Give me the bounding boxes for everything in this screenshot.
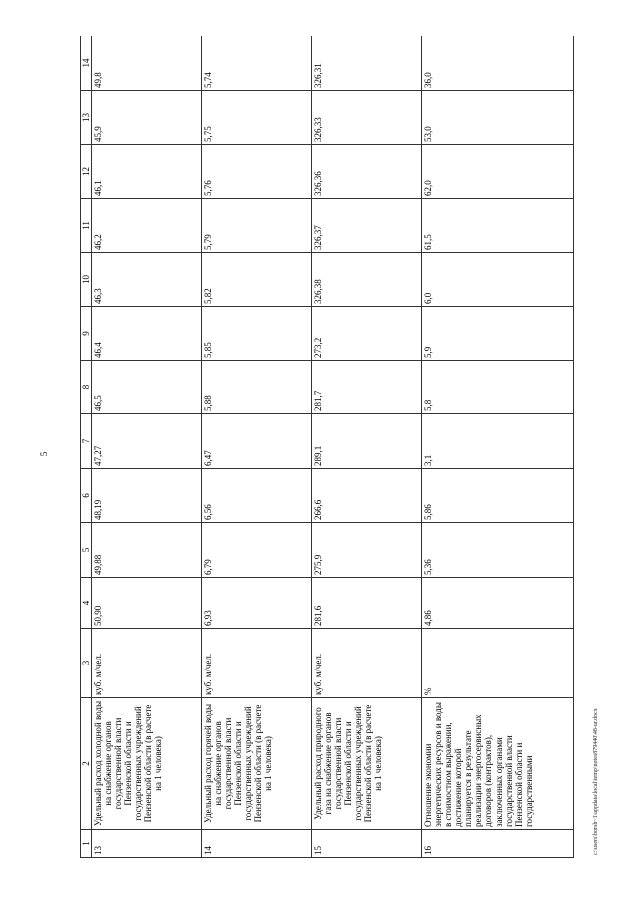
value-cell: 6,56 <box>202 469 312 523</box>
header-cell: 5 <box>81 523 92 578</box>
value-cell: 326,37 <box>312 199 422 253</box>
value-cell: 46,1 <box>92 145 202 199</box>
value-cell: 49,88 <box>92 523 202 578</box>
value-cell: 275,9 <box>312 523 422 578</box>
value-cell: 326,36 <box>312 145 422 199</box>
value-cell: 45,9 <box>92 91 202 145</box>
value-cell: 5,86 <box>422 469 574 523</box>
value-cell: 5,8 <box>422 361 574 414</box>
footer-file-path: c:\users\borsh~1\appdata\local\temp\notes879440\48-ur.docx <box>593 708 599 855</box>
value-cell: 289,1 <box>312 414 422 469</box>
value-cell: 53,0 <box>422 91 574 145</box>
value-cell: 48,19 <box>92 469 202 523</box>
header-cell: 4 <box>81 578 92 629</box>
unit-cell: % <box>422 629 574 698</box>
value-cell: 281,6 <box>312 578 422 629</box>
unit-cell: куб. м/чел. <box>312 629 422 698</box>
value-cell: 4,86 <box>422 578 574 629</box>
value-cell: 5,76 <box>202 145 312 199</box>
value-cell: 326,31 <box>312 36 422 91</box>
header-cell: 12 <box>81 145 92 199</box>
value-cell: 5,85 <box>202 307 312 361</box>
header-cell: 11 <box>81 199 92 253</box>
value-cell: 46,3 <box>92 253 202 307</box>
unit-cell: куб. м/чел. <box>202 629 312 698</box>
header-cell: 2 <box>81 698 92 830</box>
value-cell: 3,1 <box>422 414 574 469</box>
value-cell: 326,38 <box>312 253 422 307</box>
header-cell: 14 <box>81 36 92 91</box>
value-cell: 6,93 <box>202 578 312 629</box>
value-cell: 5,74 <box>202 36 312 91</box>
value-cell: 46,4 <box>92 307 202 361</box>
value-cell: 46,5 <box>92 361 202 414</box>
value-cell: 49,8 <box>92 36 202 91</box>
header-cell: 3 <box>81 629 92 698</box>
value-cell: 281,7 <box>312 361 422 414</box>
table-container <box>80 36 575 858</box>
value-cell: 6,79 <box>202 523 312 578</box>
row-number: 14 <box>202 830 312 858</box>
value-cell: 5,82 <box>202 253 312 307</box>
value-cell: 62,0 <box>422 145 574 199</box>
header-cell: 1 <box>81 830 92 858</box>
unit-cell: куб. м/чел. <box>92 629 202 698</box>
row-number: 13 <box>92 830 202 858</box>
value-cell: 266,6 <box>312 469 422 523</box>
indicator-name: Отношение экономии энергетических ресурсов и воды в стоимостном выражении, достижение которой планируется в результате реализации энергосервисных договоров (контрактов), заключенных органами государственной власти Пензенской области и государственными <box>422 698 574 830</box>
indicator-name: Удельный расход холодной воды на снабжение органов государственной власти Пензенской области и государственных учреждений Пензенской области (в расчете на 1 человека) <box>92 698 202 830</box>
value-cell: 326,33 <box>312 91 422 145</box>
value-cell: 273,2 <box>312 307 422 361</box>
rotated-table-frame <box>80 36 575 858</box>
header-row <box>81 36 92 858</box>
value-cell: 36,0 <box>422 36 574 91</box>
indicators-table <box>80 36 574 858</box>
value-cell: 47,27 <box>92 414 202 469</box>
header-cell: 9 <box>81 307 92 361</box>
indicator-name: Удельный расход природного газа на снабжение органов государственной власти Пензенской области и государственных учреждений Пензенской области (в расчете на 1 человека) <box>312 698 422 830</box>
value-cell: 5,79 <box>202 199 312 253</box>
table-row <box>312 36 422 858</box>
header-cell: 7 <box>81 414 92 469</box>
value-cell: 5,88 <box>202 361 312 414</box>
value-cell: 6,47 <box>202 414 312 469</box>
value-cell: 61,5 <box>422 199 574 253</box>
table-row <box>202 36 312 858</box>
value-cell: 5,36 <box>422 523 574 578</box>
value-cell: 6,0 <box>422 253 574 307</box>
indicator-name: Удельный расход горячей воды на снабжение органов государственной власти Пензенской области и государственных учреждений Пензенской области (в расчете на 1 человека) <box>202 698 312 830</box>
value-cell: 5,75 <box>202 91 312 145</box>
row-number: 16 <box>422 830 574 858</box>
header-cell: 6 <box>81 469 92 523</box>
table-row <box>422 36 574 858</box>
value-cell: 46,2 <box>92 199 202 253</box>
value-cell: 5,9 <box>422 307 574 361</box>
value-cell: 50,90 <box>92 578 202 629</box>
table-row <box>92 36 202 858</box>
header-cell: 13 <box>81 91 92 145</box>
header-cell: 10 <box>81 253 92 307</box>
header-cell: 8 <box>81 361 92 414</box>
page-number: 5 <box>39 451 49 457</box>
row-number: 15 <box>312 830 422 858</box>
